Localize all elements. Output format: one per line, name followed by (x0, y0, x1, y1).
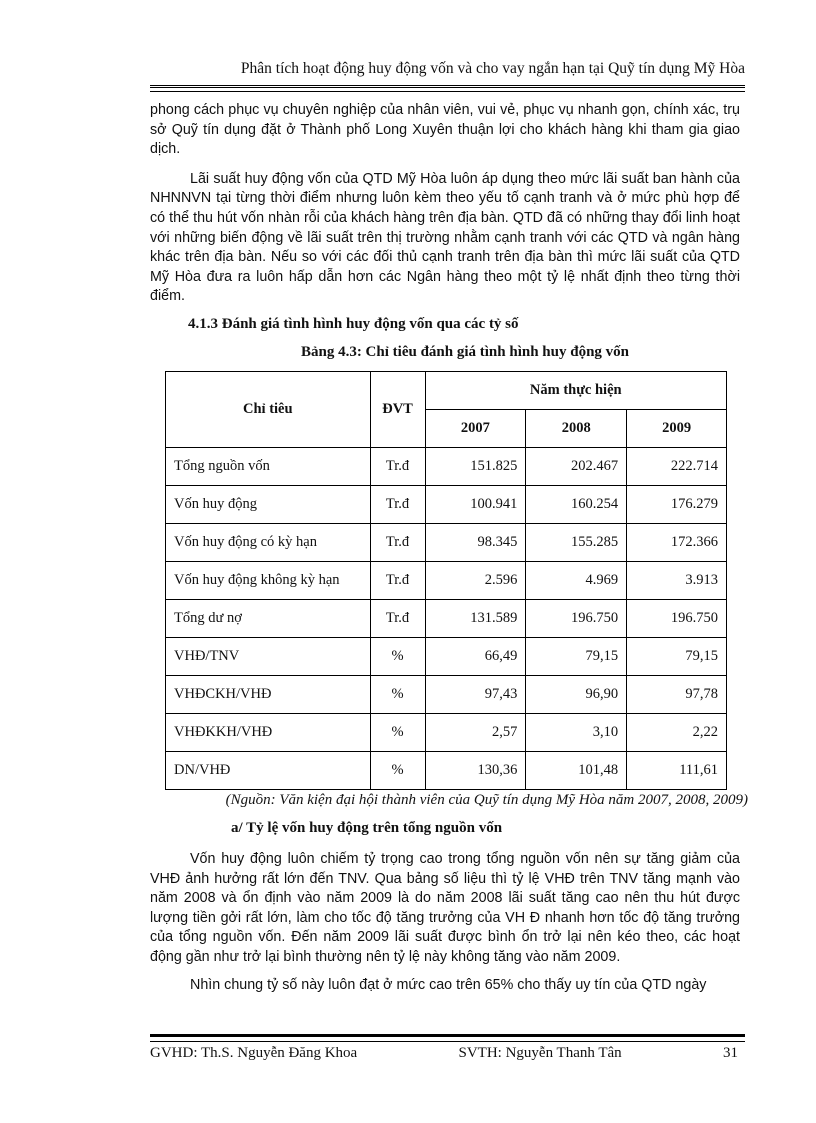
paragraph-1: phong cách phục vụ chuyên nghiệp của nhân viên, vui vẻ, phục vụ nhanh gọn, chính xác, trụ sở Quỹ tín dụng đặt ở Thành phố Long Xuyên thuận lợi cho khách hàng khi tham gia giao dịch. (150, 102, 740, 158)
value-2008: 101,48 (526, 752, 627, 790)
row-label: Vốn huy động (166, 486, 371, 524)
value-2007: 2,57 (425, 714, 526, 752)
header-years-group: Năm thực hiện (425, 372, 726, 410)
row-unit: % (370, 676, 425, 714)
indicators-table (165, 371, 727, 790)
row-unit: Tr.đ (370, 524, 425, 562)
table-row (166, 600, 727, 638)
table-row (166, 448, 727, 486)
header-year-2007: 2007 (425, 410, 526, 448)
subsection-title: a/ Tỷ lệ vốn huy động trên tổng nguồn vốn (231, 820, 503, 836)
row-label: VHĐ/TNV (166, 638, 371, 676)
value-2007: 151.825 (425, 448, 526, 486)
page-number: 31 (722, 1045, 738, 1061)
header-year-2008: 2008 (526, 410, 627, 448)
value-2009: 2,22 (627, 714, 727, 752)
footer-rule (150, 1034, 745, 1042)
header-unit: ĐVT (370, 372, 425, 448)
row-unit: % (370, 714, 425, 752)
text-block-top (150, 101, 740, 307)
footer-advisor: GVHD: Th.S. Nguyễn Đăng Khoa (150, 1045, 358, 1061)
value-2009: 222.714 (627, 448, 727, 486)
value-2008: 3,10 (526, 714, 627, 752)
value-2007: 100.941 (425, 486, 526, 524)
page-footer (150, 1045, 738, 1062)
value-2008: 160.254 (526, 486, 627, 524)
header-year-2009: 2009 (627, 410, 727, 448)
table-caption: Bảng 4.3: Chỉ tiêu đánh giá tình hình huy động vốn (300, 344, 630, 360)
value-2009: 79,15 (627, 638, 727, 676)
table-source-note: (Nguồn: Văn kiện đại hội thành viên của Quỹ tín dụng Mỹ Hòa năm 2007, 2008, 2009) (225, 792, 748, 808)
table-row (166, 638, 727, 676)
row-label: Vốn huy động có kỳ hạn (166, 524, 371, 562)
table-row (166, 486, 727, 524)
row-unit: Tr.đ (370, 562, 425, 600)
value-2009: 172.366 (627, 524, 727, 562)
value-2009: 176.279 (627, 486, 727, 524)
row-unit: Tr.đ (370, 600, 425, 638)
row-label: DN/VHĐ (166, 752, 371, 790)
value-2008: 202.467 (526, 448, 627, 486)
table-row (166, 562, 727, 600)
value-2008: 96,90 (526, 676, 627, 714)
row-unit: Tr.đ (370, 448, 425, 486)
value-2007: 66,49 (425, 638, 526, 676)
row-unit: % (370, 752, 425, 790)
value-2007: 97,43 (425, 676, 526, 714)
value-2008: 155.285 (526, 524, 627, 562)
header-rule (150, 85, 745, 92)
value-2009: 196.750 (627, 600, 727, 638)
paragraph-2: Lãi suất huy động vốn của QTD Mỹ Hòa luôn áp dụng theo mức lãi suất ban hành của NHNNVN tại từng thời điểm nhưng luôn kèm theo yếu tố cạnh tranh và ở mức phù hợp để có thể thu hút vốn nhàn rỗi của khách hàng trên địa bàn. QTD đã có những thay đổi linh hoạt với những biến động về lãi suất trên thị trường nhằm cạnh tranh với các QTD và ngân hàng khác trên địa bàn. Nếu so với các đối thủ cạnh tranh trên địa bàn thì mức lãi suất của QTD Mỹ Hòa đưa ra luôn hấp dẫn hơn các Ngân hàng theo một tỷ lệ nhất định theo từng thời điểm. (150, 170, 740, 305)
row-unit: % (370, 638, 425, 676)
header-indicator: Chỉ tiêu (166, 372, 371, 448)
value-2009: 3.913 (627, 562, 727, 600)
footer-student: SVTH: Nguyễn Thanh Tân (458, 1045, 622, 1061)
text-block-bottom (150, 850, 740, 995)
value-2009: 111,61 (627, 752, 727, 790)
row-label: Vốn huy động không kỳ hạn (166, 562, 371, 600)
value-2008: 196.750 (526, 600, 627, 638)
row-label: VHĐCKH/VHĐ (166, 676, 371, 714)
value-2007: 98.345 (425, 524, 526, 562)
value-2007: 2.596 (425, 562, 526, 600)
value-2009: 97,78 (627, 676, 727, 714)
page-header (150, 60, 745, 78)
header-title: Phân tích hoạt động huy động vốn và cho vay ngắn hạn tại Quỹ tín dụng Mỹ Hòa (240, 60, 745, 77)
row-label: Tổng nguồn vốn (166, 448, 371, 486)
table-row (166, 752, 727, 790)
table-row (166, 714, 727, 752)
value-2008: 4.969 (526, 562, 627, 600)
section-title: 4.1.3 Đánh giá tình hình huy động vốn qua các tỷ số (188, 316, 519, 332)
value-2007: 131.589 (425, 600, 526, 638)
value-2008: 79,15 (526, 638, 627, 676)
table-header-row (166, 372, 727, 410)
paragraph-4: Nhìn chung tỷ số này luôn đạt ở mức cao trên 65% cho thấy uy tín của QTD ngày (190, 976, 707, 993)
paragraph-3: Vốn huy động luôn chiếm tỷ trọng cao trong tổng nguồn vốn nên sự tăng giảm của VHĐ ảnh hưởng rất lớn đến TNV. Qua bảng số liệu thì tỷ lệ VHĐ trên TNV tăng mạnh vào năm 2008 và ổn định vào năm 2009 là do năm 2008 lãi suất tăng cao nên thu hút được lượng tiền gởi rất lớn, làm cho tốc độ tăng trưởng của VH Đ nhanh hơn tốc độ tăng trưởng của tổng nguồn vốn. Đến năm 2009 lãi suất được bình ổn trở lại nên kéo theo, các hoạt động gần như trở lại bình thường nên tỷ lệ này không tăng vào năm 2009. (150, 851, 740, 965)
row-unit: Tr.đ (370, 486, 425, 524)
table-row (166, 676, 727, 714)
table-row (166, 524, 727, 562)
row-label: Tổng dư nợ (166, 600, 371, 638)
row-label: VHĐKKH/VHĐ (166, 714, 371, 752)
value-2007: 130,36 (425, 752, 526, 790)
